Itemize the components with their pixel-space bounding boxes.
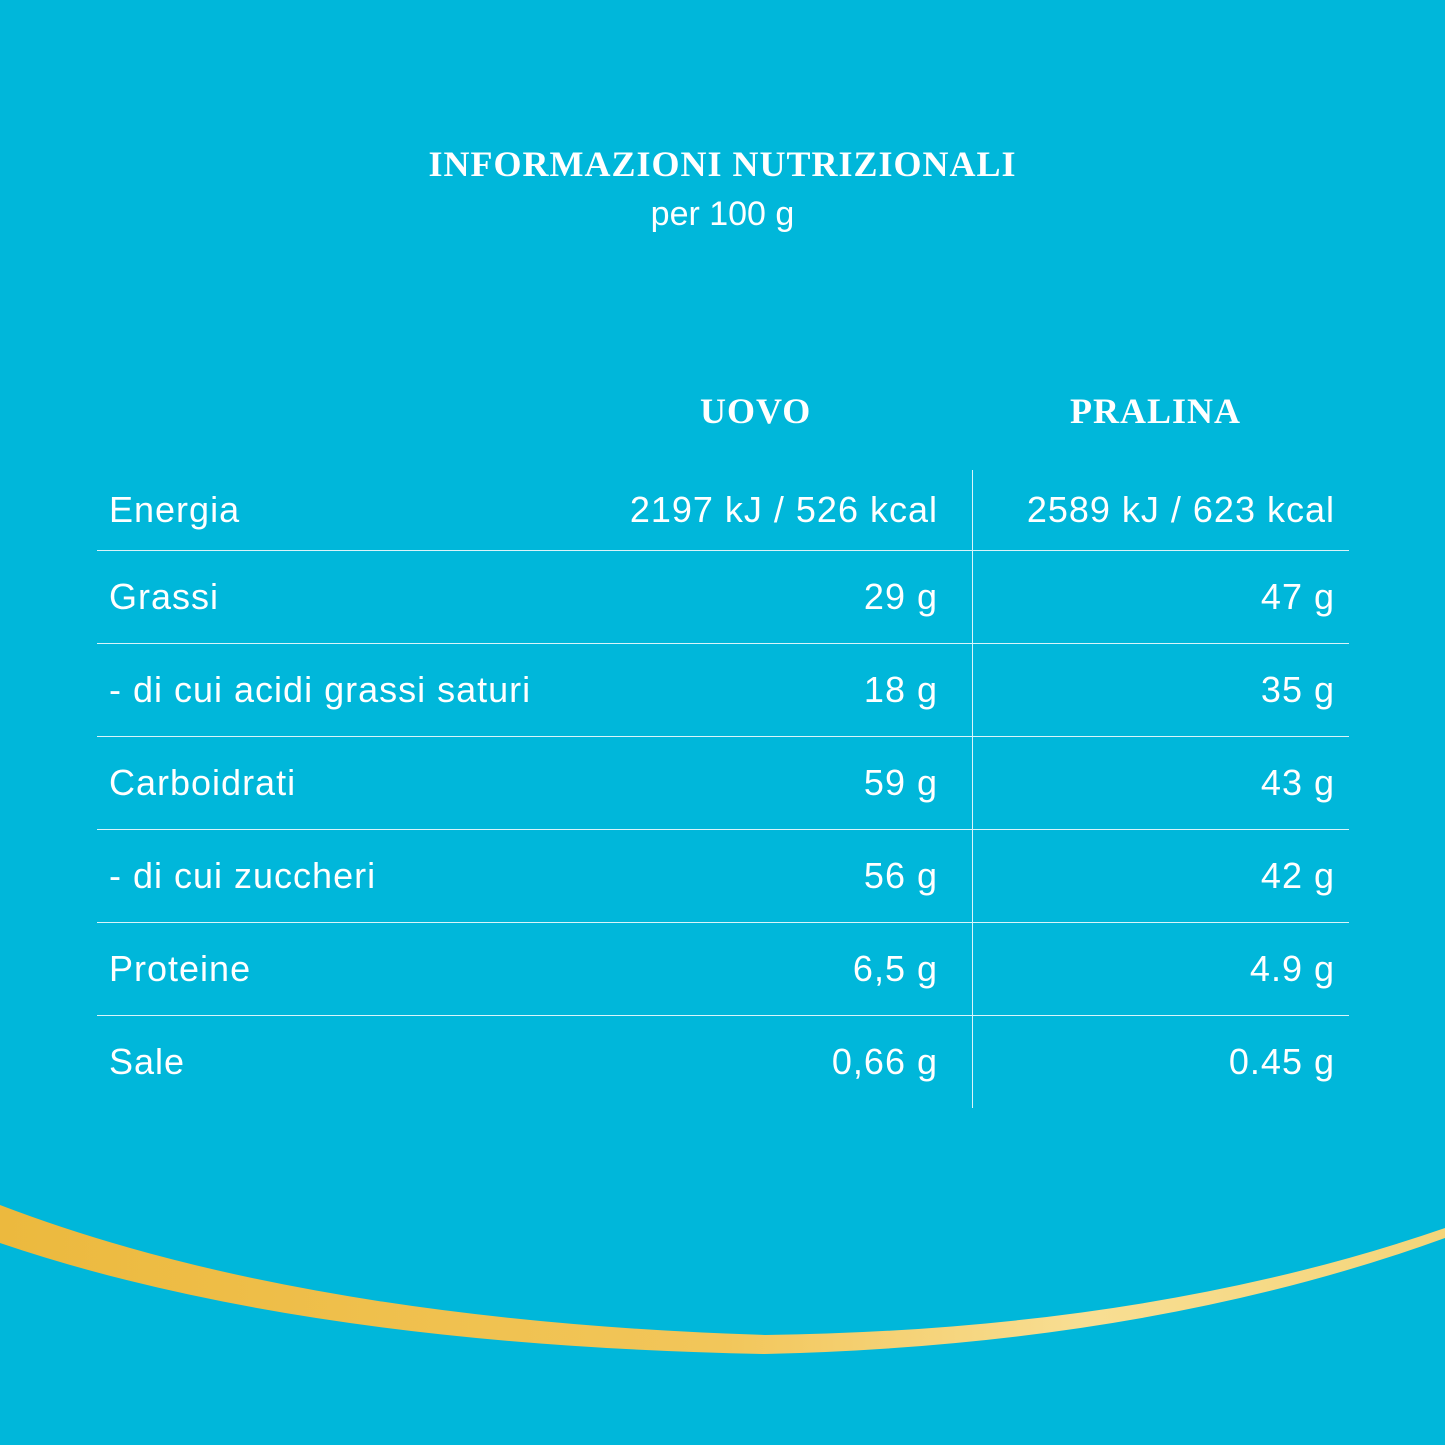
uovo-value: 56 g (596, 830, 973, 923)
column-header-pralina: PRALINA (1070, 391, 1242, 431)
pralina-value: 4.9 g (973, 923, 1350, 1016)
column-header-uovo: UOVO (700, 391, 812, 431)
page-subtitle: per 100 g (650, 195, 795, 233)
nutrient-label: Grassi (97, 551, 596, 644)
page-title: INFORMAZIONI NUTRIZIONALI (428, 144, 1017, 184)
nutrient-label: - di cui zuccheri (97, 830, 596, 923)
nutrient-label: - di cui acidi grassi saturi (97, 644, 596, 737)
uovo-value: 18 g (596, 644, 973, 737)
uovo-value: 59 g (596, 737, 973, 830)
nutrient-label: Energia (109, 489, 241, 530)
pralina-value: 35 g (973, 644, 1350, 737)
uovo-value: 29 g (596, 551, 973, 644)
nutrient-label: Carboidrati (97, 737, 596, 830)
uovo-value: 6,5 g (596, 923, 973, 1016)
uovo-value: 0,66 g (596, 1016, 973, 1109)
nutrient-label: Proteine (97, 923, 596, 1016)
nutrient-label: Sale (97, 1016, 596, 1109)
pralina-value: 0.45 g (973, 1016, 1350, 1109)
pralina-value: 2589 kJ / 623 kcal (1026, 489, 1335, 530)
pralina-value: 42 g (973, 830, 1350, 923)
pralina-value: 47 g (973, 551, 1350, 644)
uovo-value: 2197 kJ / 526 kcal (596, 470, 973, 551)
pralina-value: 43 g (973, 737, 1350, 830)
